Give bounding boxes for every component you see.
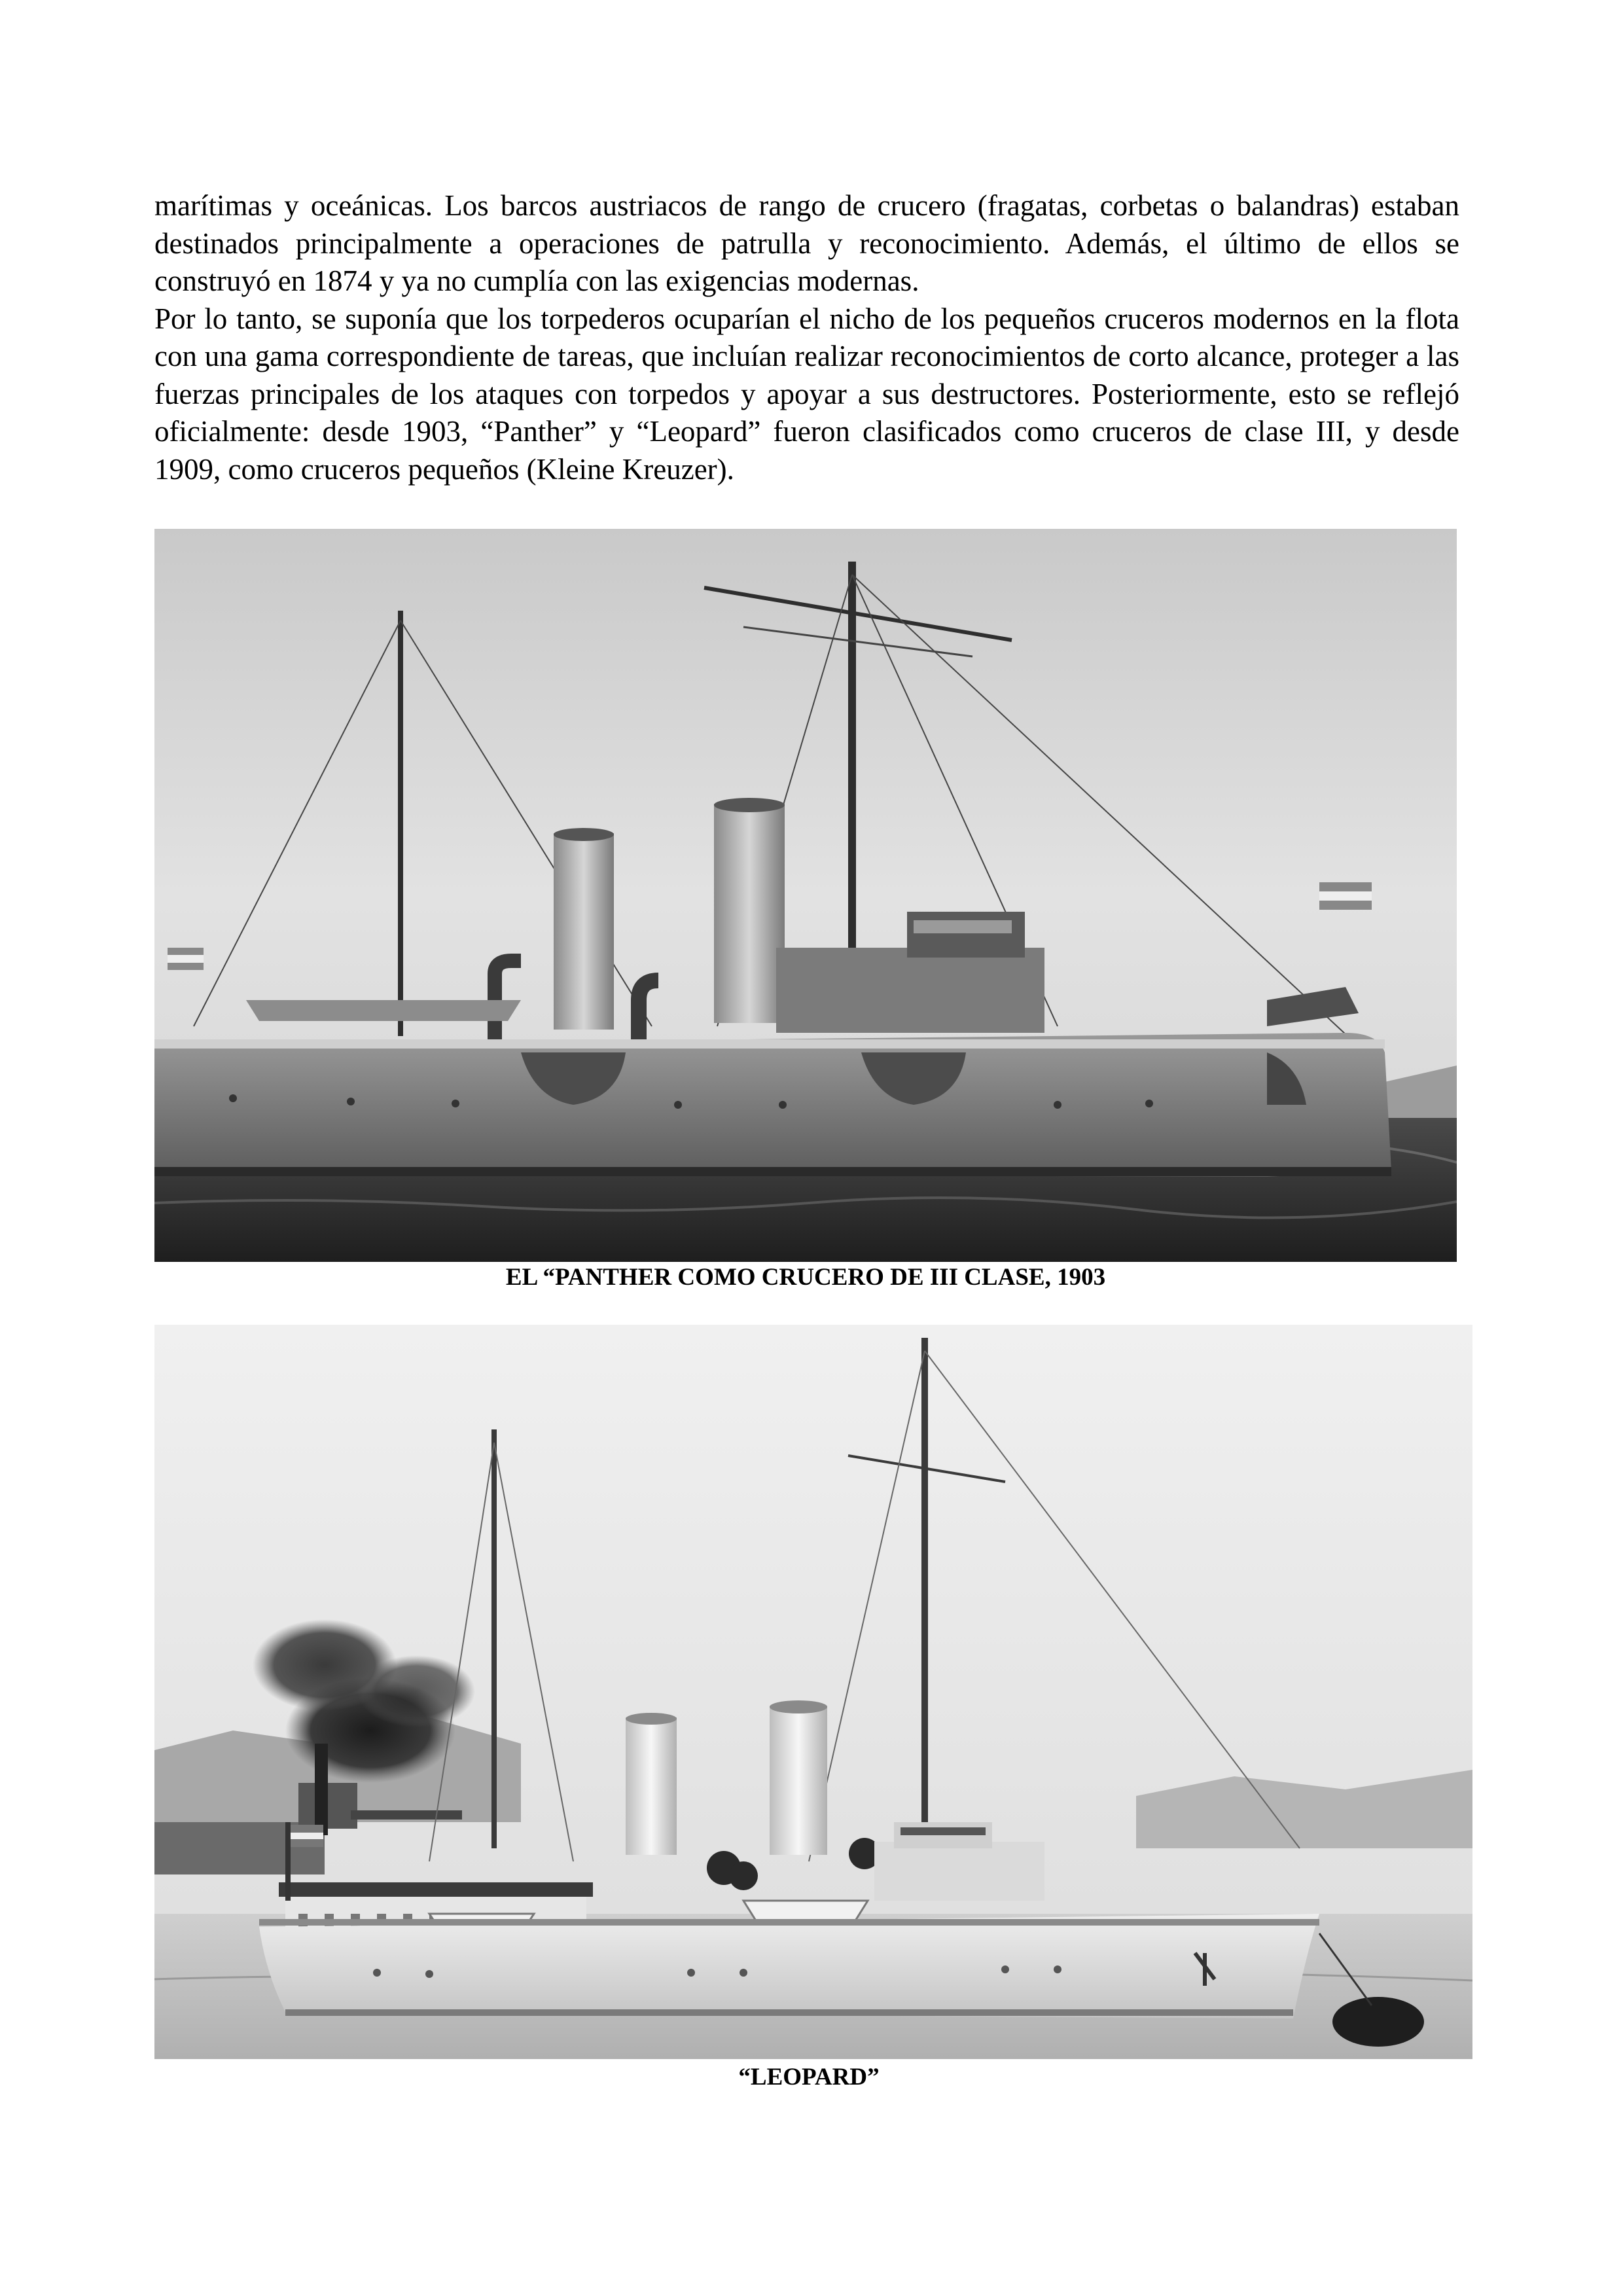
body-text — [154, 187, 1459, 488]
leopard-caption: “LEOPARD” — [738, 2064, 880, 2090]
leopard-photo — [154, 1325, 1472, 2059]
paragraph-1: marítimas y oceánicas. Los barcos austriacos de rango de crucero (fragatas, corbetas o balandras) estaban destinados principalmente a operaciones de patrulla y reconocimiento. Además, el último de ellos se construyó en 1874 y ya no cumplía con las exigencias modernas. — [154, 189, 1459, 297]
panther-ship-illustration — [154, 529, 1457, 1262]
paragraph-2: Por lo tanto, se suponía que los torpederos ocuparían el nicho de los pequeños cruceros modernos en la flota con una gama correspondiente de tareas, que incluían realizar reconocimientos de corto alcance, proteger a las fuerzas principales de los ataques con torpedos y apoyar a sus destructores. Posteriormente, esto se reflejó oficialmente: desde 1903, “Panther” y “Leopard” fueron clasificados como cruceros de clase III, y desde 1909, como cruceros pequeños (Kleine Kreuzer). — [154, 302, 1459, 486]
panther-photo — [154, 529, 1457, 1262]
panther-caption: EL “PANTHER COMO CRUCERO DE III CLASE, 1903 — [505, 1264, 1106, 1291]
leopard-ship-illustration — [154, 1325, 1472, 2059]
